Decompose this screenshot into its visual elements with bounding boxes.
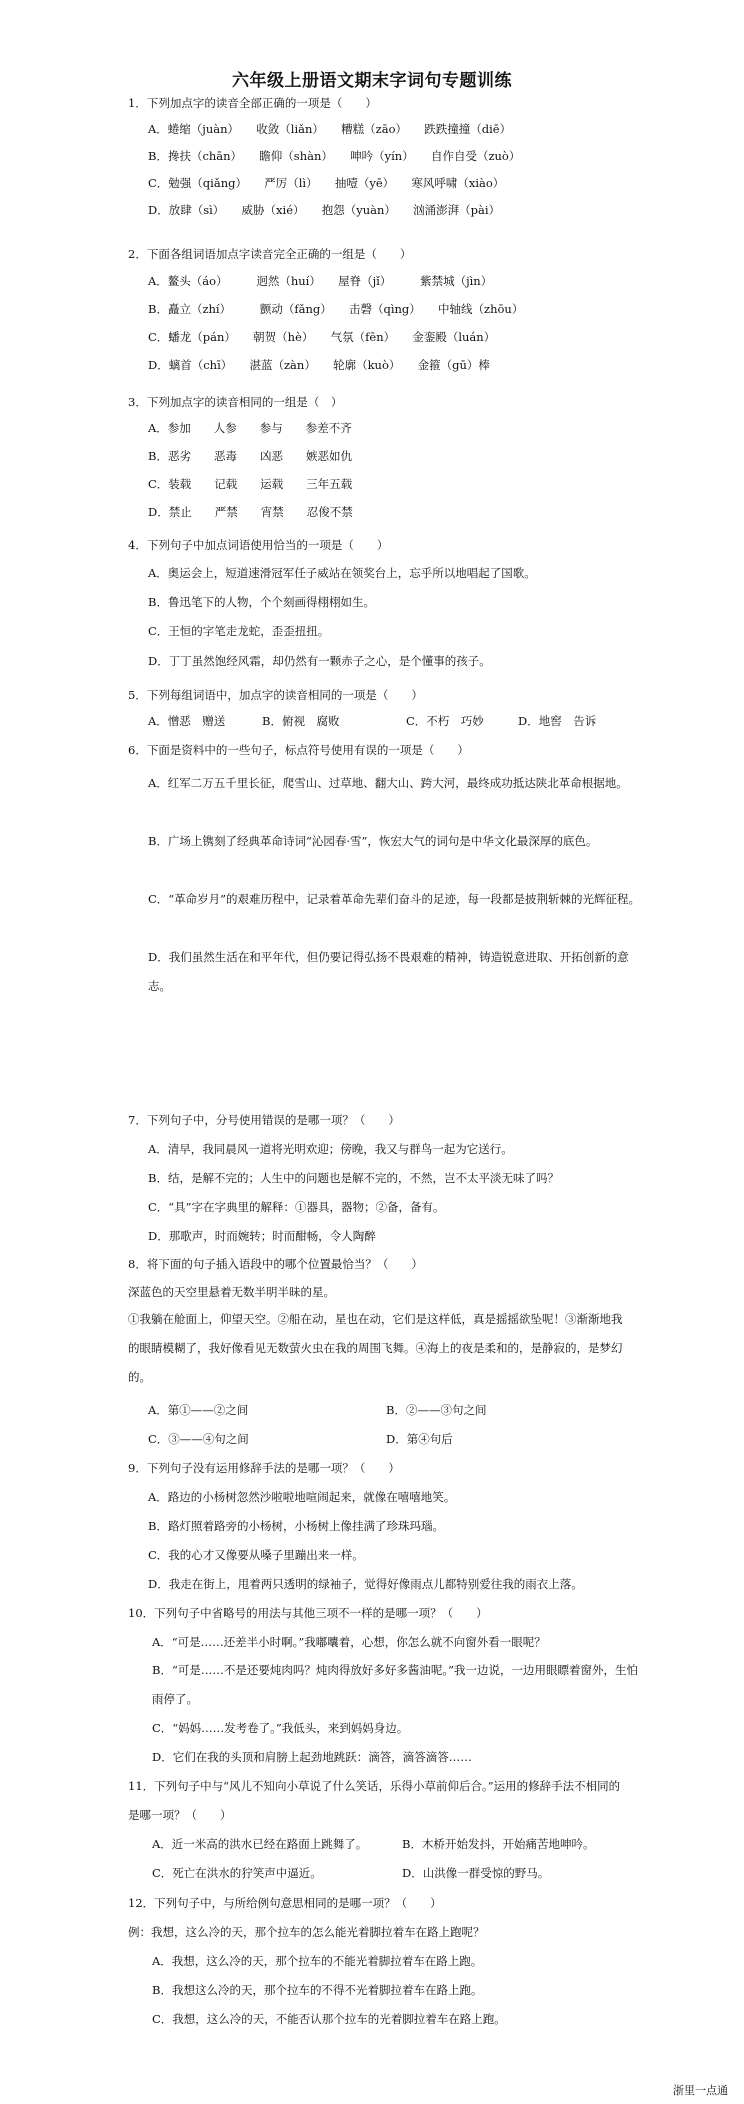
question-1-option-a: A．蜷缩（juàn） 收敛（liǎn） 糟糕（zāo） 跌跌撞撞（diē） (148, 122, 512, 136)
question-5-option-d: D．地窖 告诉 (518, 714, 597, 728)
question-8-option-b: B．②——③句之间 (386, 1403, 487, 1417)
question-5-stem: 5．下列每组词语中，加点字的读音相同的一项是（ ） (128, 688, 423, 702)
question-7-option-d: D．那歌声，时而婉转；时而酣畅，令人陶醉 (148, 1229, 376, 1243)
question-10-option-a: A．“可是……还差半小时啊。”我嘟囔着，心想，你怎么就不向窗外看一眼呢？ (152, 1635, 546, 1649)
question-8-option-d: D．第④句后 (386, 1432, 453, 1446)
question-5-option-c: C．不朽 巧妙 (406, 714, 484, 728)
question-4-option-b: B．鲁迅笔下的人物，个个刻画得栩栩如生。 (148, 595, 375, 609)
question-8-passage: ①我躺在舱面上，仰望天空。②船在动，星也在动，它们是这样低，真是摇摇欲坠呢！③渐渐地我的眼睛模糊了，我好像看见无数萤火虫在我的周围飞舞。④海上的夜是柔和的，是静寂的，是梦幻的。 (128, 1312, 623, 1384)
question-10-option-b: B．“可是……不是还要炖肉吗？炖肉得放好多好多酱油呢。”我一边说，一边用眼瞟着窗外，生怕雨停了。 (152, 1663, 638, 1706)
question-2-option-b: B．矗立（zhí） 颤动（fǎng） 击磬（qìng） 中轴线（zhōu） (148, 302, 524, 316)
question-12-option-a: A．我想，这么冷的天，那个拉车的不能光着脚拉着车在路上跑。 (152, 1954, 483, 1968)
question-9-option-c: C．我的心才又像要从嗓子里蹦出来一样。 (148, 1548, 364, 1562)
question-4-stem: 4．下列句子中加点词语使用恰当的一项是（ ） (128, 538, 389, 552)
question-7-option-a: A．清早，我同晨风一道将光明欢迎；傍晚，我又与群鸟一起为它送行。 (148, 1142, 513, 1156)
question-8-sentence: 深蓝色的天空里悬着无数半明半昧的星。 (128, 1285, 335, 1299)
question-11-option-c: C．死亡在洪水的狞笑声中逼近。 (152, 1866, 322, 1880)
question-4-option-a: A．奥运会上，短道速滑冠军任子威站在领奖台上，忘乎所以地唱起了国歌。 (148, 566, 536, 580)
question-5-option-b: B．俯视 腐败 (262, 714, 340, 728)
question-8-option-a: A．第①——②之间 (148, 1403, 249, 1417)
question-7-option-b: B．结，是解不完的；人生中的问题也是解不完的，不然，岂不太平淡无味了吗？ (148, 1171, 559, 1185)
page-title: 六年级上册语文期末字词句专题训练 (232, 71, 512, 91)
question-6-option-d: D．我们虽然生活在和平年代，但仍要记得弘扬不畏艰难的精神，铸造锐意进取、开拓创新的意志。 (148, 950, 629, 993)
question-9-stem: 9．下列句子没有运用修辞手法的是哪一项？（ ） (128, 1461, 400, 1475)
question-10-stem: 10．下列句子中省略号的用法与其他三项不一样的是哪一项？（ ） (128, 1606, 488, 1620)
question-4-option-c: C．王恒的字笔走龙蛇，歪歪扭扭。 (148, 624, 330, 638)
question-3-option-b: B．恶劣 恶毒 凶恶 嫉恶如仇 (148, 449, 352, 463)
question-10-option-c: C．“妈妈……发考卷了。”我低头，来到妈妈身边。 (152, 1721, 409, 1735)
question-4-option-d: D．丁丁虽然饱经风霜，却仍然有一颗赤子之心，是个懂事的孩子。 (148, 654, 491, 668)
question-2-option-d: D．螭首（chī） 湛蓝（zàn） 轮廓（kuò） 金箍（gū）棒 (148, 358, 490, 372)
question-7-option-c: C．“具”字在字典里的解释：①器具，器物；②备，备有。 (148, 1200, 445, 1214)
question-3-option-a: A．参加 人参 参与 参差不齐 (148, 421, 352, 435)
question-1-option-d: D．放肆（sì） 威胁（xié） 抱怨（yuàn） 汹涌澎湃（pài） (148, 203, 501, 217)
question-8-stem: 8．将下面的句子插入语段中的哪个位置最恰当？（ ） (128, 1257, 423, 1271)
question-3-stem: 3．下列加点字的读音相同的一组是（ ） (128, 395, 343, 409)
question-12-option-b: B．我想这么冷的天，那个拉车的不得不光着脚拉着车在路上跑。 (152, 1983, 483, 1997)
question-2-option-a: A．鳌头（áo） 迥然（huí） 屋脊（jǐ） 紫禁城（jìn） (148, 274, 493, 288)
question-11-option-a: A．近一米高的洪水已经在路面上跳舞了。 (152, 1837, 368, 1851)
question-2-option-c: C．蟠龙（pán） 朝贺（hè） 气氛（fēn） 金銮殿（luán） (148, 330, 496, 344)
question-2-stem: 2．下面各组词语加点字读音完全正确的一组是（ ） (128, 247, 412, 261)
question-8-option-c: C．③——④句之间 (148, 1432, 249, 1446)
question-6-option-b: B．广场上镌刻了经典革命诗词“沁园春·雪”，恢宏大气的词句是中华文化最深厚的底色。 (148, 834, 598, 848)
question-9-option-a: A．路边的小杨树忽然沙啦啦地喧闹起来，就像在嘻嘻地笑。 (148, 1490, 456, 1504)
question-6-stem: 6．下面是资料中的一些句子，标点符号使用有误的一项是（ ） (128, 743, 469, 757)
question-1-stem: 1．下列加点字的读音全部正确的一项是（ ） (128, 96, 377, 110)
question-7-stem: 7．下列句子中，分号使用错误的是哪一项？（ ） (128, 1113, 400, 1127)
footer-watermark: 浙里一点通 (673, 2084, 728, 2097)
question-9-option-d: D．我走在街上，甩着两只透明的绿袖子，觉得好像雨点儿都特别爱往我的雨衣上落。 (148, 1577, 583, 1591)
question-1-option-b: B．搀扶（chān） 瞻仰（shàn） 呻吟（yín） 自作自受（zuò） (148, 149, 521, 163)
question-3-option-d: D．禁止 严禁 宵禁 忍俊不禁 (148, 505, 353, 519)
question-12-option-c: C．我想，这么冷的天，不能否认那个拉车的光着脚拉着车在路上跑。 (152, 2012, 506, 2026)
question-5-option-a: A．憎恶 赠送 (148, 714, 226, 728)
question-3-option-c: C．装载 记载 运载 三年五载 (148, 477, 353, 491)
question-11-option-b: B．木桥开始发抖，开始痛苦地呻吟。 (402, 1837, 595, 1851)
question-11-option-d: D．山洪像一群受惊的野马。 (402, 1866, 550, 1880)
question-11-stem: 11．下列句子中与“风儿不知向小草说了什么笑话，乐得小草前仰后合。”运用的修辞手法不相同的是哪一项？（ ） (128, 1779, 621, 1822)
question-6-option-c: C．“革命岁月”的艰难历程中，记录着革命先辈们奋斗的足迹，每一段都是披荆斩棘的光辉征程。 (148, 892, 641, 906)
question-6-option-a: A．红军二万五千里长征，爬雪山、过草地、翻大山、跨大河，最终成功抵达陕北革命根据地。 (148, 776, 628, 790)
question-9-option-b: B．路灯照着路旁的小杨树，小杨树上像挂满了珍珠玛瑙。 (148, 1519, 444, 1533)
question-1-option-c: C．勉强（qiǎng） 严厉（lì） 抽噎（yē） 寒风呼啸（xiào） (148, 176, 505, 190)
question-10-option-d: D．它们在我的头顶和肩膀上起劲地跳跃：滴答，滴答滴答…… (152, 1750, 472, 1764)
question-12-example: 例：我想，这么冷的天，那个拉车的怎么能光着脚拉着车在路上跑呢？ (128, 1925, 485, 1939)
question-12-stem: 12．下列句子中，与所给例句意思相同的是哪一项？（ ） (128, 1896, 442, 1910)
